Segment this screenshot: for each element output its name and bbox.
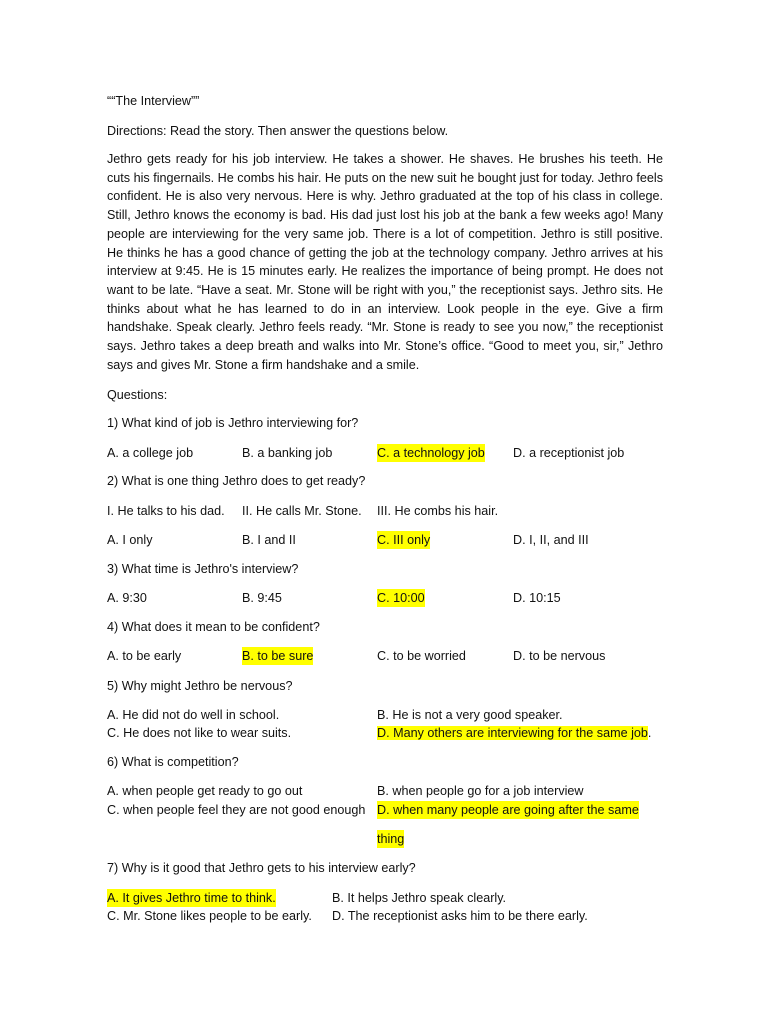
q1-option-c-answer: C. a technology job: [377, 446, 485, 460]
q2-option-d: D. I, II, and III: [513, 533, 589, 547]
directions: Directions: Read the story. Then answer the questions below.: [107, 124, 449, 138]
q5-option-d-period: .: [647, 726, 652, 740]
story-paragraph: Jethro gets ready for his job interview. He takes a shower. He shaves. He brushes his teeth. He cuts his fingernails. He combs his hair. He puts on the new suit he bought just for today. Jethro feels confident. He is also very nervous. Here is why. Jethro graduated at the top of his class in college. Still, Jethro knows the economy is bad. His dad just lost his job at the bank a few weeks ago! Many people are interviewing for the very same job. There is a lot of competition. Jethro is still positive. He thinks he has a good chance of getting the job at the technology company. Jethro arrives at his interview at 9:45. He is 15 minutes early. He realizes the importance of being prompt. He does not want to be late. “Have a seat. Mr. Stone will be right with you,” the receptionist says. Jethro sits. He thinks about what he has learned to do in an interview. Look people in the eye. Give a firm handshake. Speak clearly. Jethro feels ready. “Mr. Stone is ready to see you now,” the receptionist says. Jethro takes a deep breath and walks into Mr. Stone’s office. “Good to meet you, sir,” Jethro says and gives Mr. Stone a firm handshake and a smile.: [107, 152, 663, 372]
q7-option-a-answer: A. It gives Jethro time to think.: [107, 891, 276, 905]
q3-option-a: A. 9:30: [107, 591, 147, 605]
question-2: 2) What is one thing Jethro does to get ready?: [107, 474, 366, 488]
q6-option-d-answer-continued: thing: [377, 832, 405, 846]
q5-option-a: A. He did not do well in school.: [107, 708, 280, 722]
question-6: 6) What is competition?: [107, 755, 239, 769]
q5-option-c: C. He does not like to wear suits.: [107, 726, 292, 740]
q5-option-d-answer: D. Many others are interviewing for the same job: [377, 726, 648, 740]
q3-option-c-answer: C. 10:00: [377, 591, 425, 605]
q6-option-d-answer: D. when many people are going after the same: [377, 803, 639, 817]
q4-option-c: C. to be worried: [377, 649, 466, 663]
q4-option-a: A. to be early: [107, 649, 182, 663]
q6-option-b: B. when people go for a job interview: [377, 784, 584, 798]
q3-option-b: B. 9:45: [242, 591, 282, 605]
q5-option-b: B. He is not a very good speaker.: [377, 708, 563, 722]
question-7: 7) Why is it good that Jethro gets to his interview early?: [107, 861, 416, 875]
question-1: 1) What kind of job is Jethro interviewing for?: [107, 416, 359, 430]
question-4: 4) What does it mean to be confident?: [107, 620, 320, 634]
q7-option-c: C. Mr. Stone likes people to be early.: [107, 909, 312, 923]
question-5: 5) Why might Jethro be nervous?: [107, 679, 293, 693]
q2-option-b: B. I and II: [242, 533, 296, 547]
q7-option-b: B. It helps Jethro speak clearly.: [332, 891, 507, 905]
q4-option-b-answer: B. to be sure: [242, 649, 314, 663]
q4-option-d: D. to be nervous: [513, 649, 606, 663]
q7-option-d: D. The receptionist asks him to be there early.: [332, 909, 588, 923]
q1-option-d: D. a receptionist job: [513, 446, 625, 460]
questions-heading: Questions:: [107, 388, 168, 402]
question-3: 3) What time is Jethro's interview?: [107, 562, 299, 576]
q2-option-c-answer: C. III only: [377, 533, 431, 547]
q2-statement-2: II. He calls Mr. Stone.: [242, 504, 362, 518]
q5-option-d-row: [377, 724, 651, 742]
q2-statement-3: III. He combs his hair.: [377, 504, 499, 518]
q2-option-a: A. I only: [107, 533, 153, 547]
q3-option-d: D. 10:15: [513, 591, 561, 605]
q6-option-a: A. when people get ready to go out: [107, 784, 303, 798]
document-title: ““The Interview””: [107, 94, 200, 108]
q1-option-a: A. a college job: [107, 446, 194, 460]
q6-option-c: C. when people feel they are not good enough: [107, 803, 366, 817]
q2-statement-1: I. He talks to his dad.: [107, 504, 225, 518]
q1-option-b: B. a banking job: [242, 446, 333, 460]
